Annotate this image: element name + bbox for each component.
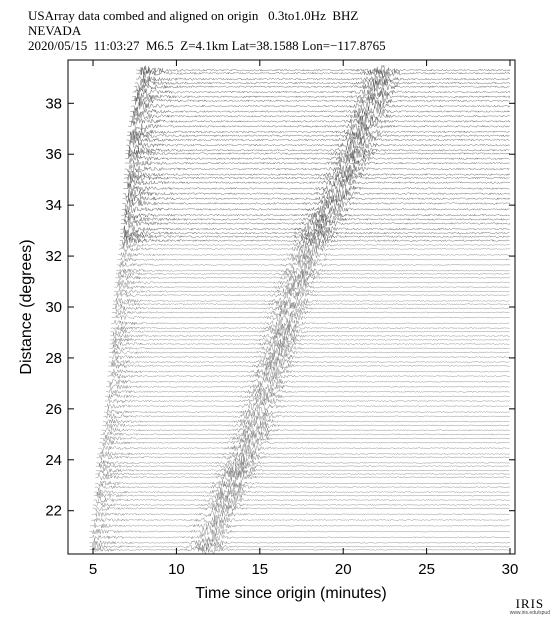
seismogram-trace — [106, 383, 509, 392]
seismogram-trace — [98, 444, 509, 453]
seismogram-trace — [112, 313, 510, 322]
seismogram-trace — [109, 357, 510, 366]
y-tick-label: 32 — [45, 248, 62, 266]
seismogram-traces — [90, 65, 510, 554]
seismogram-trace — [107, 377, 510, 387]
seismogram-trace — [109, 353, 510, 361]
seismogram-trace — [113, 297, 509, 305]
seismogram-trace — [110, 343, 510, 352]
seismogram-trace — [90, 521, 510, 530]
x-tick-label: 30 — [501, 561, 519, 578]
seismogram-trace — [90, 538, 510, 547]
seismogram-trace — [95, 480, 509, 488]
seismogram-trace — [105, 402, 510, 410]
y-tick-label: 34 — [45, 197, 62, 215]
seismogram-trace — [97, 449, 509, 458]
seismogram-trace — [108, 367, 510, 377]
seismogram-trace — [136, 69, 510, 79]
seismogram-trace — [105, 396, 510, 405]
seismogram-trace — [110, 339, 510, 349]
seismogram-trace — [112, 304, 509, 313]
x-tick-label: 25 — [418, 561, 435, 578]
seismogram-trace — [95, 488, 510, 497]
seismogram-trace — [99, 438, 509, 447]
seismogram-trace — [128, 127, 510, 137]
x-axis-label: Time since origin (minutes) — [195, 585, 387, 602]
seismogram-trace — [101, 430, 510, 439]
seismogram-trace — [124, 170, 510, 179]
x-tick-label: 20 — [334, 561, 352, 578]
seismogram-trace — [133, 87, 510, 97]
seismogram-trace — [123, 189, 510, 199]
seismogram-trace — [96, 458, 510, 466]
chart-header-line-1: USArray data combed and aligned on origin 0.3to1.0Hz BHZ — [28, 8, 359, 23]
seismogram-trace — [104, 412, 510, 420]
seismogram-trace — [109, 348, 509, 357]
seismogram-trace — [110, 336, 510, 345]
seismogram-trace — [108, 372, 510, 381]
seismogram-trace — [124, 178, 510, 188]
seismogram-trace — [120, 240, 510, 249]
seismogram-trace — [129, 117, 510, 127]
y-axis-label: Distance (degrees) — [18, 239, 35, 375]
seismogram-trace — [106, 388, 510, 396]
seismogram-trace — [122, 199, 510, 208]
y-tick-label: 22 — [45, 502, 62, 520]
seismogram-trace — [123, 193, 510, 203]
y-tick-label: 24 — [45, 451, 62, 469]
x-axis — [89, 60, 518, 578]
seismogram-trace — [90, 528, 510, 537]
seismogram-trace — [121, 219, 510, 229]
seismogram-trace — [105, 392, 509, 401]
y-tick-label: 30 — [45, 299, 62, 316]
x-tick-label: 15 — [251, 561, 269, 578]
seismogram-trace — [92, 510, 510, 518]
y-tick-label: 36 — [45, 146, 62, 164]
seismogram-trace — [95, 483, 510, 491]
seismogram-trace — [115, 278, 510, 287]
seismogram-trace — [111, 319, 509, 329]
x-tick-label: 10 — [168, 561, 185, 578]
seismogram-trace — [125, 154, 509, 164]
seismogram-trace — [117, 260, 510, 269]
seismogram-trace — [103, 417, 509, 425]
iris-logo-mark: IRIS — [515, 596, 545, 611]
y-tick-label: 38 — [45, 95, 62, 113]
seismogram-trace — [112, 309, 510, 317]
seismogram-trace — [102, 426, 510, 435]
y-tick-label: 26 — [45, 400, 62, 418]
x-tick-label: 5 — [88, 561, 98, 578]
chart-header-line-2: NEVADA — [28, 23, 82, 38]
chart-header-line-3: 2020/05/15 11:03:27 M6.5 Z=4.1km Lat=38.1588 Lon=−117.8765 — [28, 38, 386, 53]
seismogram-trace — [125, 165, 510, 174]
seismogram-trace — [91, 515, 509, 524]
seismogram-trace — [130, 107, 510, 117]
seismogram-trace — [104, 408, 510, 417]
iris-logo-url: www.iris.edu/spud — [509, 610, 550, 616]
seismogram-trace — [118, 250, 510, 259]
y-tick-label: 28 — [45, 349, 62, 367]
seismogram-trace — [123, 183, 509, 193]
seismogram-trace — [126, 140, 510, 149]
seismogram-trace — [131, 101, 510, 112]
seismogram-trace — [94, 496, 510, 504]
seismogram-trace — [90, 533, 510, 543]
seismogram-trace — [100, 434, 510, 444]
seismogram-trace — [118, 255, 510, 264]
iris-logo — [510, 596, 550, 616]
